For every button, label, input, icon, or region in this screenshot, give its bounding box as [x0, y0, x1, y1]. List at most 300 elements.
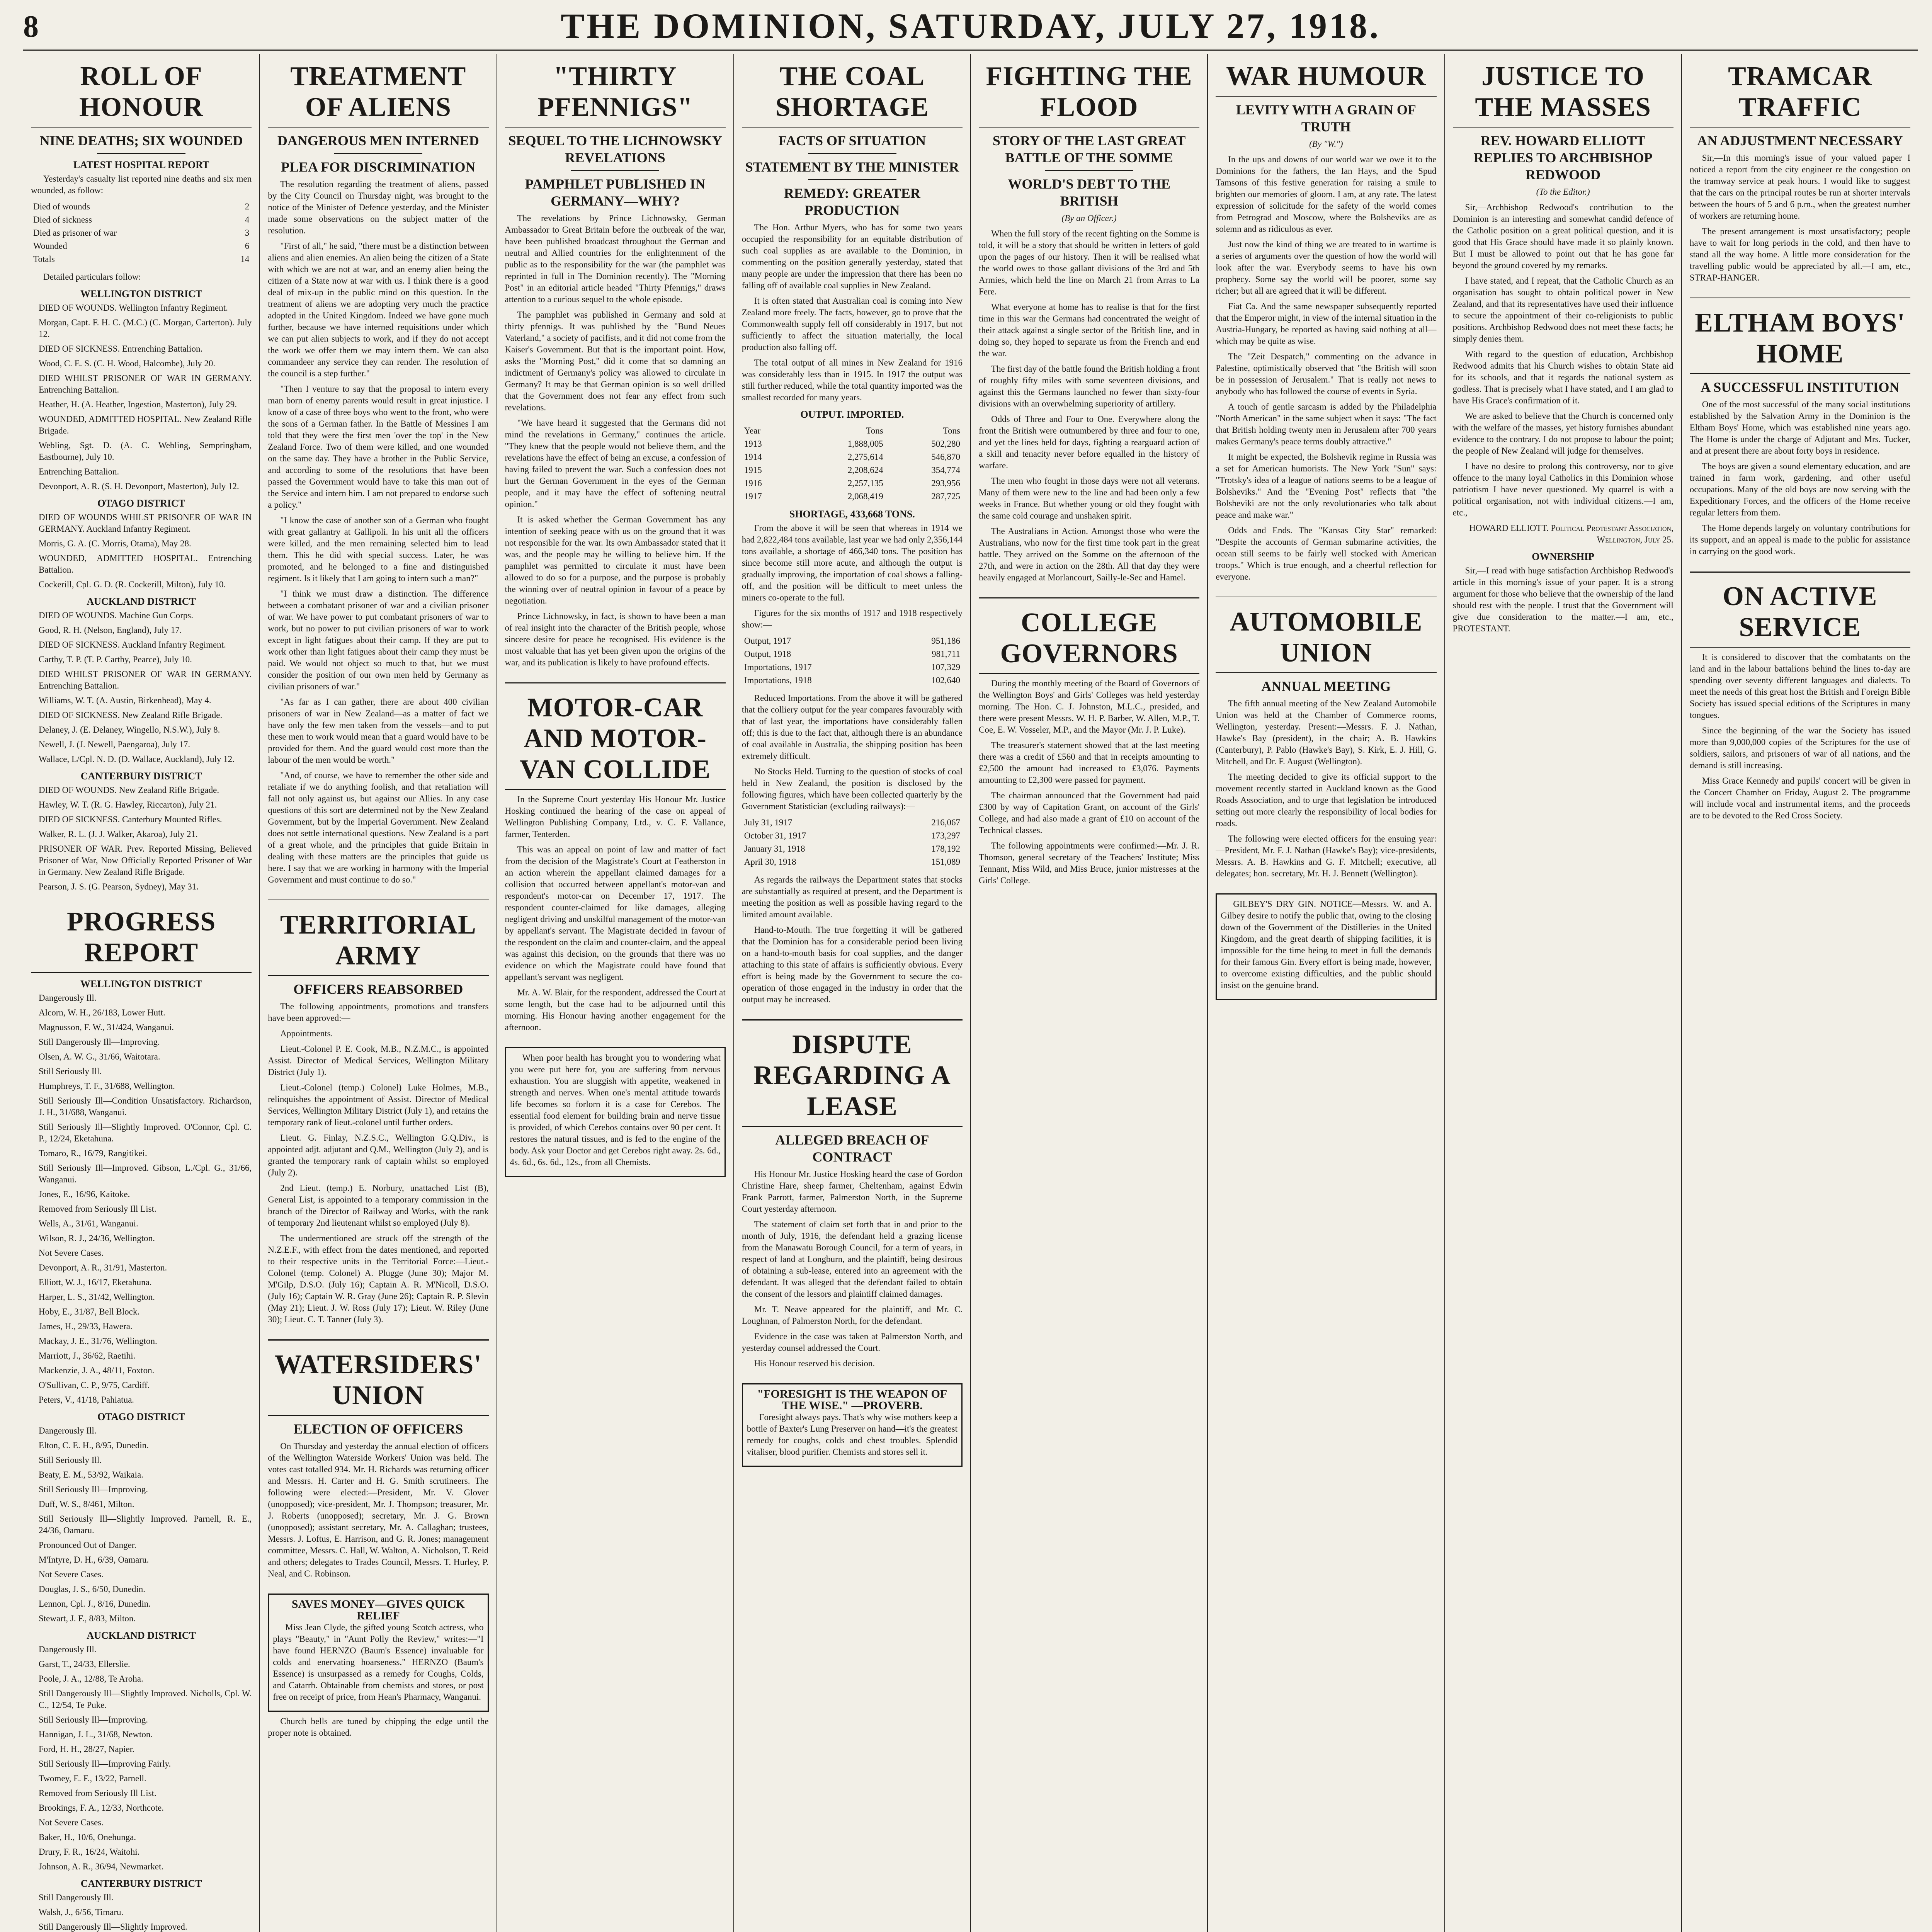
article-paragraph: The fifth annual meeting of the New Zealand Automobile Union was held at the Chamber of Commerce rooms, Wellington, yesterday. Present:—Messrs. F. J. Nathan, Hawke's Bay (president), in the chair; A. B. Hawkins (Canterbury), P. Pablo (Hawke's Bay), S. Kirk, E. J. Hill, G. Mitchell, and Dr. F. August (Wellington).: [1216, 699, 1437, 766]
article-paragraph: With regard to the question of education, Archbishop Redwood admits that his Church wishes to obtain State aid for its schools, and that it regards the national system as godless. That is precisely what I have stated, and I am glad to have His Grace's confirmation of it.: [1452, 349, 1673, 405]
article-headline: A SUCCESSFUL INSTITUTION: [1701, 379, 1900, 395]
table-row: [742, 855, 963, 869]
article-paragraph: His Honour reserved his decision.: [754, 1359, 875, 1368]
article-paragraph: The Hon. Arthur Myers, who has for some two years occupied the responsibility for an equitable distribution of such coal supplies as are available to the Dominion, in commenting on the position generally yesterday, stated that many people are under the impression that there has been no falling off of available coal supplies in New Zealand.: [742, 223, 963, 290]
table-cell: 216,067: [931, 818, 960, 827]
letter-salutation: (To the Editor.): [1536, 187, 1590, 197]
list-item: Still Dangerously Ill.: [39, 1893, 114, 1902]
article-paragraph: Lieut.-Colonel P. E. Cook, M.B., N.Z.M.C., is appointed Assist. Director of Medical Services, Wellington Military District (July 1).: [268, 1044, 489, 1077]
article-paragraph: It is often stated that Australian coal is coming into New Zealand more freely. The facts, however, go to prove that the Commonwealth supply fell off considerably in 1917, but not sufficiently to affect the situation materially, the local production also falling off.: [742, 296, 963, 352]
rule: [808, 179, 896, 180]
article-kicker: TERRITORIAL ARMY: [268, 910, 488, 976]
article-body: [1690, 399, 1910, 557]
list-item: DIED OF SICKNESS. Auckland Infantry Regiment.: [39, 640, 226, 650]
divider: [505, 682, 726, 684]
article-paragraph: The Australians in Action. Amongst those who were the Australians, who now for the first time took part in the great battle. They arrived on the Somme on the afternoon of the 27th, and were in action on the 28th. All that day they were heavily engaged at Morlancourt, Sailly-le-Sec and Hamel.: [979, 526, 1200, 582]
article-kicker: JUSTICE TO THE MASSES: [1453, 61, 1673, 128]
list-item: Garst, T., 24/33, Ellerslie.: [39, 1659, 130, 1669]
list-item: Elton, C. E. H., 8/95, Dunedin.: [39, 1440, 149, 1450]
casualty-sections: [31, 288, 252, 893]
table-row: [742, 477, 963, 490]
article-body: [1216, 154, 1436, 583]
article-body: [268, 1440, 488, 1580]
divider: [1690, 571, 1910, 573]
article-paragraph: It is considered to discover that the combatants on the land and in the labour battalions behind the lines to-day are spending over seventy different languages and dialects. To meet the needs of this great host the British and Foreign Bible Society has issued special editions of the Scriptures in many tongues.: [1689, 652, 1910, 720]
district-heading: OTAGO DISTRICT: [97, 498, 185, 509]
article-paragraph: Sir,—I read with huge satisfaction Archbishop Redwood's article in this morning's issue of your paper. It is a strong argument for those who believe that the ownership of the land should rest with the people. I trust that the Government will give due consideration to the matter.—I am, etc., PROTESTANT.: [1452, 566, 1673, 633]
list-item: Williams, W. T. (A. Austin, Birkenhead), May 4.: [39, 696, 211, 705]
article-subhead: PLEA FOR DISCRIMINATION: [281, 159, 476, 175]
article-kicker: FIGHTING THE FLOOD: [979, 61, 1199, 128]
table-cell: Output, 1917: [744, 636, 791, 646]
article-paragraph: The meeting decided to give its official support to the movement recently started in Auckland known as the Good Roads Association, and to urge that legislation be introduced setting out more clearly the responsibility of local bodies for roads.: [1216, 772, 1437, 828]
table-cell: 2,257,135: [847, 478, 883, 488]
table-row: Died of wounds 2: [33, 202, 250, 211]
list-item: Morgan, Capt. F. H. C. (M.C.) (C. Morgan, Carterton). July 12.: [39, 318, 252, 339]
list-item: Duff, W. S., 8/461, Milton.: [39, 1499, 134, 1509]
rule: [1045, 170, 1133, 171]
list-item: Magnusson, F. W., 31/424, Wanganui.: [39, 1022, 174, 1032]
article-body: [979, 228, 1199, 583]
coal-stocks-rows: [742, 816, 963, 869]
progress-sections: [31, 978, 252, 1932]
article-kicker: DISPUTE REGARDING A LEASE: [742, 1029, 963, 1127]
article-subhead: WORLD'S DEBT TO THE BRITISH: [1008, 176, 1170, 209]
list-item: Still Dangerously Ill—Slightly Improved.: [39, 1922, 187, 1932]
rule: [97, 153, 185, 154]
article-paragraph: What everyone at home has to realise is that for the first time in this war the Germans had concentrated the weight of their attack against a single sector of the British line, and in doing so, they hoped to separate us from the French and end the war.: [979, 302, 1200, 358]
coal-output-table: [742, 424, 963, 503]
table-row: [742, 674, 963, 687]
column-7: [1445, 54, 1682, 1932]
article-paragraph: When the full story of the recent fighting on the Somme is told, it will be a story that should be written in letters of gold upon the pages of our history. Then it will be realised what the world owes to those gallant divisions of the 3rd and 5th Armies, which held the line on March 21 from Arras to La Fere.: [979, 229, 1200, 296]
article-paragraph: The total output of all mines in New Zealand for 1916 was considerably less than in 1915. In 1917 the output was still further reduced, while the total quantity imported was the smallest recorded for many years.: [742, 358, 963, 402]
table-cell: July 31, 1917: [744, 818, 793, 827]
list-item: Twomey, E. F., 13/22, Parnell.: [39, 1774, 146, 1783]
article-paragraph: From the above it will be seen that whereas in 1914 we had 2,822,484 tons available, last year we had only 2,356,144 tons available, a shortage of 466,340 tons. The position has since become still more acute, and although the output is gradually improving, the importation of coal shows a falling-off, and the position will be difficult to meet unless the miners co-operate to the full.: [742, 523, 963, 602]
article-paragraph: In the Supreme Court yesterday His Honour Mr. Justice Hosking continued the hearing of the case on appeal of Wellington Publishing Company, Ltd., v. C. F. Vallance, farmer, Tenterden.: [505, 794, 726, 839]
list-item: M'Intyre, D. H., 6/39, Oamaru.: [39, 1555, 149, 1565]
article-kicker: TREATMENT OF ALIENS: [268, 61, 488, 128]
article-paragraph: The first day of the battle found the British holding a front of roughly fifty miles with some seventeen divisions, and against this the Germans launched no fewer than sixty-four divisions with an overwhelming superiority of artillery.: [979, 364, 1200, 408]
article-paragraph: Miss Grace Kennedy and pupils' concert will be given in the Concert Chamber on Friday, August 2. The programme will include vocal and instrumental items, and the proceeds are to be devoted to the Red Cross Society.: [1689, 776, 1910, 820]
article-paragraph: It might be expected, the Bolshevik regime in Russia was a set for American humorists. The New York "Sun" says: "Trotsky's idea of a league of nations seems to be a league of Bolsheviks." And the "Evening Post" reflects that "the Bolsheviki are not the only revolutionaries who talk about peace and make war.": [1216, 452, 1437, 520]
list-item: Peters, V., 41/18, Pahiatua.: [39, 1395, 134, 1405]
coal-stocks-table: [742, 816, 963, 869]
table-row: [742, 842, 963, 855]
article-kicker: ROLL OF HONOUR: [31, 61, 252, 128]
article-paragraph: No Stocks Held. Turning to the question of stocks of coal held in New Zealand, the position is disclosed by the following figures, which have been collected quarterly by the Government Statistician (excluding railways):—: [742, 767, 963, 811]
table-row: Wounded 6: [33, 241, 250, 251]
divider: [1216, 597, 1436, 598]
table-cell: April 30, 1918: [744, 857, 796, 867]
district-heading: CANTERBURY DISTRICT: [80, 770, 202, 782]
column-1: [23, 54, 260, 1932]
article-paragraph: During the monthly meeting of the Board of Governors of the Wellington Boys' and Girls' Colleges was held yesterday morning. The Hon. C. J. Johnston, M.L.C., presided, and there were present Messrs. W. H. P. Barber, W. Allen, M.P., T. Coe, E. W. Vosseler, M.P., and the Mayor (Mr. J. P. Luke).: [979, 679, 1200, 735]
table-cell: 107,329: [931, 662, 960, 672]
list-item: Marriott, J., 36/62, Raetihi.: [39, 1351, 136, 1361]
table-cell: 1,888,005: [847, 439, 883, 449]
article-paragraph: I have no desire to prolong this controversy, nor to give offence to the many loyal Catholics in this Dominion whose patriotism I have never questioned. My quarrel is with a political organisation, not with individual citizens.—I am, etc.,: [1452, 461, 1673, 517]
table-row: [742, 634, 963, 648]
article-body: [1453, 202, 1673, 519]
article-fighting-the-flood: [979, 61, 1199, 583]
article-subhead: STATEMENT BY THE MINISTER: [745, 159, 959, 175]
article-paragraph: The "Zeit Despatch," commenting on the advance in Palestine, optimistically observed that "the British will soon be in possession of Jerusalem." That is really not news to anybody who has followed the course of events in Syria.: [1216, 352, 1437, 396]
list-item: Drury, F. R., 16/24, Waitohi.: [39, 1847, 140, 1857]
list-item: Carthy, T. P. (T. P. Carthy, Pearce), July 10.: [39, 655, 192, 664]
district-heading: AUCKLAND DISTRICT: [87, 1630, 196, 1641]
table-row: [742, 437, 963, 451]
list-item: DIED OF WOUNDS. Machine Gun Corps.: [39, 611, 194, 620]
district-heading: WELLINGTON DISTRICT: [80, 288, 202, 299]
article-paragraph: His Honour Mr. Justice Hosking heard the case of Gordon Christine Hare, sheep farmer, Cheltenham, against Edwin Frank Parrott, farmer, Palmerston North, in the Supreme Court yesterday afternoon.: [742, 1169, 963, 1214]
article-paragraph: The men who fought in those days were not all veterans. Many of them were new to the line and had been only a few weeks in France. But whether young or old they fought with the same cold courage and unshaken spirit.: [979, 476, 1200, 520]
article-paragraph: The following appointments were confirmed:—Mr. J. R. Thomson, general secretary of the Teachers' Institute; Miss Tennant, Miss Wild, and Miss Bruce, junior mistresses at the Girls' College.: [979, 841, 1200, 885]
article-kicker: ELTHAM BOYS' HOME: [1690, 308, 1910, 374]
article-motor-collision: [505, 692, 726, 1033]
article-paragraph: Mr. A. W. Blair, for the respondent, addressed the Court at some length, but the case had to be adjourned until this morning. His Honour having another engagement for the afternoon.: [505, 988, 726, 1032]
article-paragraph: "And, of course, we have to remember the other side and retaliate if we do anything foolish, and that retaliation will fall not only against us, but against our Allies. In any case questions of this sort are determined not by the New Zealand Government, but by the Imperial Government. New Zealand does not settle international questions. New Zealand is a part of a great whole, and the principles that guide Britain in dealing with these matters are the principles that guide us here. I say that we are working in harmony with the Imperial Government and must continue to do so.": [268, 770, 489, 884]
list-item: WOUNDED, ADMITTED HOSPITAL. New Zealand Rifle Brigade.: [39, 414, 252, 435]
list-item: Devonport, A. R. (S. H. Devonport, Masterton), July 12.: [39, 481, 239, 491]
table-cell: January 31, 1918: [744, 844, 805, 854]
article-body: [979, 678, 1199, 886]
list-item: Mackay, J. E., 31/76, Wellington.: [39, 1336, 157, 1346]
table-cell: 287,725: [931, 492, 960, 501]
filler-note: Church bells are tuned by chipping the edge until the proper note is obtained.: [268, 1716, 489, 1738]
article-body: [742, 522, 963, 631]
article-kicker: WAR HUMOUR: [1216, 61, 1436, 97]
list-item: Beaty, E. M., 53/92, Waikaia.: [39, 1470, 143, 1480]
article-paragraph: Sir,—In this morning's issue of your valued paper I noticed a report from the city engineer re the congestion on the tramway service at peak hours. I would like to suggest that the cars on the principal routes be run at shorter intervals between the hours of 5 and 6 p.m., when the greatest number of workers are returning home.: [1689, 153, 1910, 221]
article-paragraph: A touch of gentle sarcasm is added by the Philadelphia "North American" in the same subject when it says: "The fact that British holding twenty men in Jerusalem after 700 years makes Germany's peace terms doubly attractive.": [1216, 402, 1437, 446]
article-watersiders-union: [268, 1349, 488, 1580]
list-item: James, H., 29/33, Hawera.: [39, 1321, 133, 1331]
table-cell: 354,774: [931, 465, 960, 475]
list-item: Tomaro, R., 16/79, Rangitikei.: [39, 1148, 147, 1158]
advertisement-hernzo: [268, 1594, 488, 1712]
ad-text: Foresight always pays. That's why wise mothers keep a bottle of Baxter's Lung Preserver on hand—it's the greatest remedy for coughs, colds and chest troubles. Splendid vitaliser, blood purifier. Chemists and stores sell it.: [747, 1412, 957, 1457]
article-justice-to-the-masses: [1453, 61, 1673, 634]
list-item: PRISONER OF WAR. Prev. Reported Missing, Believed Prisoner of War, Now Officially Reported Prisoner of War in Germany. New Zealand Rifle Brigade.: [39, 844, 252, 877]
list-item: Elliott, W. J., 16/17, Eketahuna.: [39, 1277, 152, 1287]
coal-output-rows: [742, 437, 963, 503]
article-paragraph: In the ups and downs of our world war we owe it to the Dominions for the fathers, the Ian Hays, and the Spud Tamsons of this festive generation for raising a smile to brighten our memories of gloom. I am, at any rate. The latest expression of solicitude for the safety of the world comes from Petrograd and Moscow, where the Bolsheviks are as solemn and as ridiculous as ever.: [1216, 155, 1437, 234]
list-item: Poole, J. A., 12/88, Te Aroha.: [39, 1674, 143, 1684]
ad-text: When poor health has brought you to wondering what you were put here for, you are suffering from nervous exhaustion. You are sluggish with appetite, weakened in strength and nerves. When one's mental attitude towards life becomes so forlorn it is a case for Cerebos. The essential food element for building brain and nerve tissue is provided, of which Cerebos contains over 90 per cent. It restores the natural tissues, and is fed to the engine of the body. Ask your Doctor and get Cerebos right away. 2s. 6d., 4s. 6d., 6s. 6d., 12s., from all Chemists.: [510, 1053, 721, 1167]
list-item: Brookings, F. A., 12/33, Northcote.: [39, 1803, 164, 1813]
list-item: WOUNDED, ADMITTED HOSPITAL. Entrenching Battalion.: [39, 553, 252, 575]
list-item: Still Seriously Ill—Improving Fairly.: [39, 1759, 171, 1769]
article-paragraph: Odds and Ends. The "Kansas City Star" remarked: "Despite the accounts of German submarine activities, the ocean still seems to be fairly well stocked with American troops." Which is true enough, and a cheerful reflection for everyone.: [1216, 526, 1437, 582]
list-item: Douglas, J. S., 6/50, Dunedin.: [39, 1584, 145, 1594]
table-cell: 546,870: [931, 452, 960, 462]
page-columns: [23, 54, 1918, 1932]
article-body: [268, 179, 488, 886]
article-paragraph: The revelations by Prince Lichnowsky, German Ambassador to Great Britain before the outbreak of the war, have been published broadcast throughout the German and neutral and Allied countries for the enlightenment of the public as to the responsibility for the war (the pamphlet was reprinted in full in The Dominion recently). The "Morning Post" in an editorial article headed "Thirty Pfennigs," draws attention to a curious sequel to the whole episode.: [505, 213, 726, 304]
table-row: Died of sickness 4: [33, 215, 250, 224]
district-heading: OTAGO DISTRICT: [97, 1411, 185, 1422]
article-paragraph: The statement of claim set forth that in and prior to the month of July, 1916, the defendant held a grazing license from the Manawatu Borough Council, for a term of years, in respect of land at Longburn, and the plaintiff, being desirous of obtaining a sub-lease, entered into an agreement with the defendant. It was alleged that the defendant failed to obtain the consent of the lessors and plaintiff claimed damages.: [742, 1219, 963, 1299]
casualty-summary-table: [31, 200, 252, 266]
article-paragraph: Since the beginning of the war the Society has issued more than 9,000,000 copies of the Scriptures for the use of soldiers, sailors, and prisoners of war of all nations, and the demand is still increasing.: [1689, 726, 1910, 770]
article-thirty-pfennigs: [505, 61, 726, 668]
list-item: DIED WHILST PRISONER OF WAR IN GERMANY. Entrenching Battalion.: [39, 373, 252, 395]
article-paragraph: Lieut. G. Finlay, N.Z.S.C., Wellington G.Q.Div., is appointed adjt. adjutant and Q.M., Wellington (July 2), and is granted the temporary rank of captain whilst so employed (July 2).: [268, 1133, 489, 1177]
article-paragraph: Evidence in the case was taken at Palmerston North, and yesterday counsel addressed the Court.: [742, 1332, 963, 1353]
article-headline: REV. HOWARD ELLIOTT REPLIES TO ARCHBISHOP REDWOOD: [1473, 133, 1653, 182]
article-paragraph: Figures for the six months of 1917 and 1918 respectively show:—: [742, 608, 963, 629]
list-item: Baker, H., 10/6, Onehunga.: [39, 1832, 136, 1842]
article-lease-dispute: [742, 1029, 963, 1369]
article-paragraph: One of the most successful of the many social institutions established by the Salvation Army in the Dominion is the Eltham Boys' Home, which was established nine years ago. The Home is under the charge of Adjutant and Mrs. Tucker, and at present there are about forty boys in residence.: [1689, 400, 1910, 456]
ad-text: GILBEY'S DRY GIN. NOTICE—Messrs. W. and A. Gilbey desire to notify the public that, owing to the closing down of the Government of the Distilleries in the United Kingdom, and the great dearth of shipping facilities, it is impossible for the time being to meet in full the demands for their famous Gin. Every effort is being made, however, to overcome existing difficulties, and the public should insist on the genuine brand.: [1221, 899, 1432, 990]
article-headline: NINE DEATHS; SIX WOUNDED: [39, 133, 243, 148]
list-item: Newell, J. (J. Newell, Paengaroa), July 17.: [39, 740, 190, 749]
article-roll-of-honour: [31, 61, 252, 893]
table-row: [742, 490, 963, 503]
list-item: Heather, H. (A. Heather, Ingestion, Masterton), July 29.: [39, 400, 237, 409]
district-heading: AUCKLAND DISTRICT: [87, 596, 196, 607]
article-paragraph: "I know the case of another son of a German who fought with great gallantry at Gallipoli. In his unit all the officers were killed, and the men remaining selected him to lead them. This he did with special success. Later, he was promoted, and he belonged to a fine and distinguished regiment. Is it likely that I am going to intern such a man?": [268, 515, 489, 583]
table-cell: 178,192: [931, 844, 960, 854]
list-item: Olsen, A. W. G., 31/66, Waitotara.: [39, 1052, 160, 1061]
article-kicker: TRAMCAR TRAFFIC: [1690, 61, 1910, 128]
ad-title: "FORESIGHT IS THE WEAPON OF THE WISE." —PROVERB.: [757, 1388, 947, 1412]
article-body: [1690, 651, 1910, 821]
table-cell: Output, 1918: [744, 649, 791, 659]
article-paragraph: The boys are given a sound elementary education, and are trained in farm work, gardening, and other useful occupations. Many of the old boys are now serving with the Expeditionary Forces, and the officers of the Home receive regular letters from them.: [1689, 461, 1910, 517]
article-paragraph: "First of all," he said, "there must be a distinction between aliens and alien enemies. An alien being the citizen of a State with which we are not at war, and an enemy alien being the citizen of a State now at war with us. I think there is a good deal of mix-up in the public mind on this question. In the treatment of aliens we are adopting very much the practice adopted in the United Kingdom. Indeed we have gone much further, because we have interned requisitions under which we can put alien subjects to work, and if they do not accept the work we offer them we may intern them. We can also commandeer any service they can render. The resolution of the council is a step further.": [268, 241, 489, 378]
advertisement-gilbeys-gin: [1216, 893, 1436, 1000]
table-cell: 2,275,614: [847, 452, 883, 462]
article-paragraph: "As far as I can gather, there are about 400 civilian prisoners of war in New Zealand—as a matter of fact we have only the few men taken from the vessels—and to put these men to work would mean that a guard would have to be provided for them. And the guard would cost more than the labour of the men would be worth.": [268, 697, 489, 765]
table-row: [742, 464, 963, 477]
article-subhead: REMEDY: GREATER PRODUCTION: [784, 185, 920, 218]
article-paragraph: The chairman announced that the Government had paid £300 by way of Capitation Grant, on account of the Girls' College, and had also made a grant of £10 on account of the Technical classes.: [979, 791, 1200, 835]
list-item: Johnson, A. R., 36/94, Newmarket.: [39, 1862, 164, 1871]
rule: [571, 170, 660, 171]
list-item: Dangerously Ill.: [39, 1645, 97, 1654]
article-active-service: [1690, 581, 1910, 821]
column-8: [1682, 54, 1918, 1932]
list-item: Webling, Sgt. D. (A. C. Webling, Sempringham, Eastbourne), July 10.: [39, 440, 252, 462]
article-coal-shortage: [742, 61, 963, 1005]
list-item: Still Seriously Ill—Improved. Gibson, L./Cpl. G., 31/66, Wanganui.: [39, 1163, 252, 1184]
list-item: Wilson, R. J., 24/36, Wellington.: [39, 1233, 155, 1243]
list-item: Still Seriously Ill—Condition Unsatisfactory. Richardson, J. H., 31/688, Wanganui.: [39, 1096, 252, 1117]
list-item: Hawley, W. T. (R. G. Hawley, Riccarton), July 21.: [39, 800, 217, 810]
list-item: Devonport, A. R., 31/91, Masterton.: [39, 1263, 167, 1272]
list-item: Wood, C. E. S. (C. H. Wood, Halcombe), July 20.: [39, 359, 216, 368]
article-eltham-boys-home: [1690, 308, 1910, 557]
table-row: [742, 451, 963, 464]
table-row: [742, 661, 963, 674]
table-cell: 502,280: [931, 439, 960, 449]
list-item: Pronounced Out of Danger.: [39, 1540, 136, 1550]
article-paragraph: The present arrangement is most unsatisfactory; people have to wait for long periods in the cold, and then have to stand all the way home. A little more consideration for the travelling public would be appreciated by all.—I am, etc., STRAP-HANGER.: [1689, 226, 1910, 282]
article-paragraph: Odds of Three and Four to One. Everywhere along the front the British were outnumbered by three and four to one, and yet the lines held for days, fighting a rearguard action of a skill and tenacity never before equalled in the history of warfare.: [979, 414, 1200, 470]
list-item: Mackenzie, J. A., 48/11, Foxton.: [39, 1366, 155, 1375]
masthead: [23, 4, 1918, 51]
table-row: [742, 816, 963, 829]
advertisement-baxters: [742, 1383, 963, 1467]
list-item: Lennon, Cpl. J., 8/16, Dunedin.: [39, 1599, 151, 1609]
letter-signoff: HOWARD ELLIOTT. Political Protestant Association, Wellington, July 25.: [1469, 523, 1673, 544]
table-row: Totals 14: [33, 254, 250, 264]
article-byline: (By an Officer.): [1061, 213, 1117, 223]
article-paragraph: It is asked whether the German Government has any intention of seeking peace with us on the ground that it was not responsible for the war. Its own Ambassador stated that it was, and the people may be willing to believe him. If the pamphlet was permitted to circulate it must have been allowed to do so for a purpose, and the purpose is probably the winning over of neutral opinion in favour of a peace by negotiation.: [505, 515, 726, 605]
page-number: 8: [23, 10, 39, 44]
table-cell: Importations, 1918: [744, 675, 812, 685]
article-paragraph: Yesterday's casualty list reported nine deaths and six men wounded, as follow:: [31, 174, 252, 195]
list-item: Wells, A., 31/61, Wanganui.: [39, 1219, 138, 1228]
list-item: Ford, H. H., 28/27, Napier.: [39, 1744, 134, 1754]
list-item: Still Dangerously Ill—Improving.: [39, 1037, 160, 1047]
article-body: [1216, 698, 1436, 879]
article-paragraph: The undermentioned are struck off the strength of the N.Z.E.F., with effect from the dates mentioned, and reported to their respective units in the Territorial Force:—Lieut.-Colonel (temp. Colonel) A. Plugge (June 30); Major M. M'Gilp, D.S.O. (July 16); Captain A. R. M'Nicoll, D.S.O. (July 16); Captain W. R. Gray (June 26); Captain R. P. Slevin (May 21); Lieut. J. W. Ross (July 17); Lieut. W. Riley (June 30); Lieut. C. T. Tanner (July 3).: [268, 1233, 489, 1324]
article-paragraph: 2nd Lieut. (temp.) E. Norbury, unattached List (B), General List, is appointed to a temporary commission in the branch of the Director of Railway and Works, with the rank of temporary 2nd lieutenant whilst so employed (July 8).: [268, 1183, 489, 1228]
list-item: Humphreys, T. F., 31/688, Wellington.: [39, 1081, 175, 1091]
article-kicker: THE COAL SHORTAGE: [742, 61, 963, 128]
article-paragraph: Appointments.: [280, 1029, 333, 1038]
article-kicker: MOTOR-CAR AND MOTOR-VAN COLLIDE: [505, 692, 726, 790]
table-cell: 1916: [744, 478, 762, 488]
article-headline: LEVITY WITH A GRAIN OF TRUTH: [1236, 102, 1416, 134]
list-item: Morris, G. A. (C. Morris, Otama), May 28.: [39, 539, 191, 548]
article-kicker: "THIRTY PFENNIGS": [505, 61, 726, 128]
table-cell: 293,956: [931, 478, 960, 488]
list-item: DIED WHILST PRISONER OF WAR IN GERMANY. Entrenching Battalion.: [39, 669, 252, 690]
list-item: DIED OF SICKNESS. New Zealand Rifle Brigade.: [39, 710, 223, 720]
article-paragraph: The following appointments, promotions and transfers have been approved:—: [268, 1002, 489, 1023]
table-row: Died as prisoner of war 3: [33, 228, 250, 238]
divider: [268, 1339, 488, 1341]
advertisement-cerebos: [505, 1047, 726, 1177]
newspaper-masthead: THE DOMINION, SATURDAY, JULY 27, 1918.: [561, 6, 1381, 46]
table-cell: 1914: [744, 452, 762, 462]
list-item: Harper, L. S., 31/42, Wellington.: [39, 1292, 155, 1302]
article-headline: DANGEROUS MEN INTERNED: [277, 133, 479, 148]
article-paragraph: This was an appeal on point of law and matter of fact from the decision of the Magistrate's Court at Featherston in an action wherein the appellant claimed damages for a collision that occurred between appellant's motor-van and respondent's motor-car on December 17, 1917. The respondent counter-claimed for like damages, alleging negligent driving and unskilful management of the motor-van by appellant's servant. The Magistrate decided in favour of the respondent on the claim and counter-claim, and the appeal was against this decision, on the grounds that there was no evidence on which the Magistrate could have found that appellant's servant was negligent.: [505, 845, 726, 982]
article-body: [505, 213, 726, 668]
article-war-humour: [1216, 61, 1436, 583]
list-item: DIED OF WOUNDS. Wellington Infantry Regiment.: [39, 303, 228, 313]
ad-text: Miss Jean Clyde, the gifted young Scotch actress, who plays "Beauty," in "Aunt Polly the Review," writes:—"I have found HERNZO (Baum's Essence) invaluable for colds and enervating hoarseness." HERNZO (Baum's Essence) is unsurpassed as a remedy for Coughs, Colds, and Catarrh. Obtainable from chemists and stores, or post free on receipt of price, from Hean's Pharmacy, Wanganui.: [273, 1622, 484, 1702]
article-paragraph: "We have heard it suggested that the Germans did not mind the revelations in Germany," continues the article. "They knew that the people would not believe them, and the revelations have the effect of being an excuse, a confession of having failed to prevent the war. Such a confession does not hurt the German Government in the eyes of the German people, and it may have the effect of softening neutral opinion.": [505, 418, 726, 509]
article-headline: SEQUEL TO THE LICHNOWSKY REVELATIONS: [508, 133, 722, 165]
list-item: Jones, E., 16/96, Kaitoke.: [39, 1189, 130, 1199]
article-subhead: PAMPHLET PUBLISHED IN GERMANY—WHY?: [525, 176, 706, 209]
list-item: Dangerously Ill.: [39, 1426, 97, 1435]
article-paragraph: "Then I venture to say that the proposal to intern every man born of enemy parents would result in great injustice. I know of a case of three boys who went to the front, who were the sons of a German father. In the Battle of Messines I am told that they were the first men 'over the top' in the New Zealand Force. Two of them were killed, and one wounded on the same day. They have a brother in the Public Service, and according to some of the resolutions that have been passed the Government would have to take this man out of the Service and intern him. I am not prepared to endorse such a policy.": [268, 384, 489, 510]
article-paragraph: On Thursday and yesterday the annual election of officers of the Wellington Waterside Workers' Union was held. The votes cast totalled 934. Mr. H. Richards was returning officer and Messrs. H. Carter and H. G. Smith scrutineers. The following were elected:—President, Mr. V. Glover (unopposed); vice-president, Mr. J. Thompson; treasurer, Mr. J. Roberts (unopposed); secretary, Mr. J. G. Brown (unopposed); assistant secretary, Mr. A. Callaghan; trustees, Messrs. J. Loftus, E. Harrison, and G. R. Jones; management committee, Messrs. C. Hall, W. Walton, A. Nicholson, T. Reid and others; delegates to Trades Council, Messrs. T. Hurley, P. Neal, and C. Robinson.: [268, 1441, 489, 1578]
article-headline: AN ADJUSTMENT NECESSARY: [1697, 133, 1903, 148]
article-body: [742, 692, 963, 812]
divider: [1690, 298, 1910, 299]
article-kicker: COLLEGE GOVERNORS: [979, 607, 1199, 674]
article-kicker: PROGRESS REPORT: [31, 906, 252, 973]
list-item: O'Sullivan, C. P., 9/75, Cardiff.: [39, 1380, 150, 1390]
list-item: Still Seriously Ill—Slightly Improved. Parnell, R. E., 24/36, Oamaru.: [39, 1514, 252, 1535]
column-4: [734, 54, 971, 1932]
list-item: DIED OF SICKNESS. Canterbury Mounted Rifles.: [39, 815, 222, 824]
table-title: OUTPUT. IMPORTED.: [800, 409, 904, 420]
list-item: Hannigan, J. L., 31/68, Newton.: [39, 1730, 153, 1739]
list-item: Removed from Seriously Ill List.: [39, 1204, 156, 1214]
table-row: [742, 829, 963, 842]
list-item: Walker, R. L. (J. J. Walker, Akaroa), July 21.: [39, 829, 198, 839]
article-paragraph: Just now the kind of thing we are treated to in wartime is a series of arguments over the question of how the world will look after the war. Everybody seems to have his own prophecy. Some say the world will be poorer, some say richer; but all are agreed that it will be different.: [1216, 240, 1437, 296]
table-cell: 2,208,624: [847, 465, 883, 475]
article-paragraph: Sir,—Archbishop Redwood's contribution to the Dominion is an interesting and somewhat candid defence of the Catholic position on a great political question, and it is good that His Grace should have made it so plainly known. But I must be allowed to point out that he has gone far beyond the ground covered by my remarks.: [1452, 202, 1673, 270]
article-subhead: OWNERSHIP: [1532, 551, 1595, 562]
article-paragraph: Fiat Ca. And the same newspaper subsequently reported that the Emperor might, in view of the internal situation in the Austria-Hungary, be reported as having said nothing at all—which may be quite as wise.: [1216, 301, 1437, 346]
article-headline: STORY OF THE LAST GREAT BATTLE OF THE SOMME: [992, 133, 1186, 165]
list-item: Delaney, J. (E. Delaney, Wingello, N.S.W.), July 8.: [39, 725, 220, 735]
list-item: Still Seriously Ill—Improving.: [39, 1485, 148, 1494]
article-paragraph: We are asked to believe that the Church is concerned only with the welfare of the masses, yet history furnishes abundant evidence to the contrary. I do not propose to labour the point; the people of New Zealand will judge for themselves.: [1452, 411, 1673, 456]
article-paragraph: The following were elected officers for the ensuing year:—President, Mr. F. J. Nathan (Hawke's Bay); vice-presidents, Messrs. A. B. Hawkins and G. F. Mitchell; executive, all delegates; hon. secretary, Mr. H. J. Bennett (Wellington).: [1216, 834, 1437, 878]
column-3: [497, 54, 734, 1932]
article-treatment-of-aliens: [268, 61, 488, 886]
table-cell: 1915: [744, 465, 762, 475]
article-body: [505, 794, 726, 1033]
list-item: Cockerill, Cpl. G. D. (R. Cockerill, Milton), July 10.: [39, 580, 226, 589]
column-6: [1208, 54, 1445, 1932]
article-paragraph: I have stated, and I repeat, that the Catholic Church as an organisation has sought to obtain political power in New Zealand, and that its representatives have used their influence to secure the appointment of their co-religionists to public positions. Archbishop Redwood does not meet these facts; he simply denies them.: [1452, 276, 1673, 344]
article-paragraph: Mr. T. Neave appeared for the plaintiff, and Mr. C. Loughnan, of Palmerston North, for the defendant.: [742, 1304, 963, 1326]
table-cell: 151,089: [931, 857, 960, 867]
coal-halfyear-table: [742, 634, 963, 687]
article-paragraph: The resolution regarding the treatment of aliens, passed by the City Council on Thursday night, was brought to the notice of the Minister of Defence yesterday, and the Minister made some observations on the subject matter of the resolution.: [268, 179, 489, 235]
article-body: [1690, 152, 1910, 284]
article-headline: ELECTION OF OFFICERS: [293, 1421, 463, 1437]
list-item: Entrenching Battalion.: [39, 467, 119, 476]
list-item: DIED OF WOUNDS WHILST PRISONER OF WAR IN GERMANY. Auckland Infantry Regiment.: [39, 512, 252, 534]
table-row: [742, 648, 963, 661]
district-heading: WELLINGTON DISTRICT: [80, 978, 202, 990]
list-item: Not Severe Cases.: [39, 1818, 104, 1827]
column-2: [260, 54, 497, 1932]
table-header-row: Year Tons Tons: [744, 426, 960, 435]
article-paragraph: Detailed particulars follow:: [43, 272, 141, 282]
article-paragraph: The pamphlet was published in Germany and sold at thirty pfennigs. It was published by the "Bund Neues Vaterland," a society of pacifists, and it did not come from the Kaiser's Government. But that is the important point. How, asks the "Morning Post," did it come that so damning an indictment of Germany's policy was allowed to circulate in Germany? It may be that German opinion is so well drilled that the Government does not fear any effect from such revelations.: [505, 310, 726, 412]
list-item: Still Seriously Ill—Improving.: [39, 1715, 148, 1725]
article-body: [742, 1168, 963, 1369]
table-cell: 102,640: [931, 675, 960, 685]
article-headline: ALLEGED BREACH OF CONTRACT: [775, 1132, 929, 1165]
table-cell: 951,186: [931, 636, 960, 646]
table-cell: October 31, 1917: [744, 831, 806, 840]
list-item: Not Severe Cases.: [39, 1248, 104, 1258]
divider: [979, 597, 1199, 599]
article-paragraph: Prince Lichnowsky, in fact, is shown to have been a man of real insight into the character of the British people, whose sincere desire for peace he recognised. His evidence is the most valuable that has yet been given upon the origins of the war, and its publication is likely to have profound effects.: [505, 611, 726, 667]
article-headline: FACTS OF SITUATION: [778, 133, 926, 148]
table-cell: 1913: [744, 439, 762, 449]
article-kicker: AUTOMOBILE UNION: [1216, 607, 1436, 673]
article-body: [742, 222, 963, 403]
list-item: Dangerously Ill.: [39, 993, 97, 1003]
article-paragraph: Hand-to-Mouth. The true forgetting it will be gathered that the Dominion has for a considerable period been living on a hand-to-mouth basis for coal supplies, and the danger attaching to this state of affairs is sufficiently obvious. Every effort is being made by the Government to secure the co-operation of those engaged in the industry in order that the output may be increased.: [742, 925, 963, 1004]
list-item: Still Seriously Ill.: [39, 1066, 102, 1076]
table-title: SHORTAGE, 433,668 TONS.: [789, 509, 915, 520]
article-headline: ANNUAL MEETING: [1261, 679, 1391, 694]
article-college-governors: [979, 607, 1199, 886]
column-5: [971, 54, 1208, 1932]
article-paragraph: Reduced Importations. From the above it will be gathered that the colliery output for the year compares favourably with that of last year, the importations have considerably fallen off; this is due to the fact that, although there is an abundance of coal available in Australia, the shipping position has been extremely difficult.: [742, 693, 963, 761]
